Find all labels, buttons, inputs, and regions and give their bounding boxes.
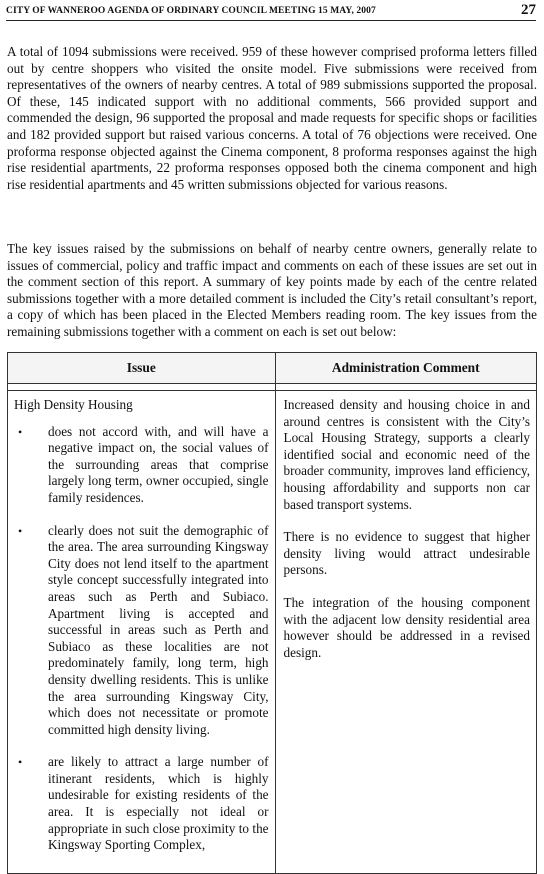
bullet-icon: • <box>18 424 23 439</box>
submissions-paragraph: A total of 1094 submissions were received. 959 of these however comprised proforma letters filled out by centre shoppers who visited the onsite model. Five submissions were received from representatives of the owners of nearby centres. A total of 989 submissions supported the proposal. Of these, 145 indicated support with no additional comments, 566 provided support and commended the design, 96 supported the proposal and made requests for specific shops or facilities and 182 provided support but raised various concerns. A total of 76 objections were received. One proforma response objected against the Cinema component, 8 proforma responses against the high rise residential apartments, 22 proforma responses opposed both the cinema component and high rise residential apartments and 45 written submissions objected for various reasons. <box>7 44 537 192</box>
bullet-text: does not accord with, and will have a negative impact on, the social values of the surrounding areas that comprise largely long term, owner occupied, single family residences. <box>48 423 269 505</box>
page-header <box>6 3 536 21</box>
bullet-text: are likely to attract a large number of itinerant residents, which is highly undesirable for existing residents of the area. It is especially not ideal or appropriate in such close proximity to the Kingsway Sporting Complex, <box>48 754 269 853</box>
issue-bullet <box>14 424 269 507</box>
bullet-icon: • <box>18 523 23 538</box>
header-title: CITY OF WANNEROO AGENDA OF ORDINARY COUNCIL MEETING 15 MAY, 2007 <box>6 6 376 16</box>
table-divider-row <box>8 384 537 391</box>
key-issues-paragraph: The key issues raised by the submissions on behalf of nearby centre owners, generally relate to issues of commercial, policy and traffic impact and comments on each of these issues are set out in the comment section of this report. A summary of key points made by each of the centre related submissions together with a more detailed comment is included the City’s retail consultant’s report, a copy of which has been placed in the Elected Members reading room. The key issues from the remaining submissions together with a comment on each is set out below: <box>7 241 537 339</box>
comment-text: There is no evidence to suggest that higher density living would attract undesirable persons. <box>283 529 530 578</box>
table-header-row <box>8 353 537 384</box>
comment-text: The integration of the housing component with the adjacent low density residential area however should be addressed in a revised design. <box>283 594 530 660</box>
comment-cell <box>275 391 536 874</box>
bullet-icon: • <box>18 755 23 770</box>
issue-bullet <box>14 523 269 739</box>
bullet-text: clearly does not suit the demographic of the area. The area surrounding Kingsway City does not lend itself to the apartment style concept successfully integrated into areas such as Perth and Subiaco. Apartment living is accepted and successful in areas such as Perth and Subiaco as these localities are not predominately family, long term, high density dwelling residents. This is unlike the area surrounding Kingsway City, which does not necessitate or promote committed high density living. <box>48 522 269 737</box>
issue-title: High Density Housing <box>14 397 133 412</box>
issue-cell <box>8 391 276 874</box>
issue-column-header: Issue <box>8 353 276 384</box>
divider-cell <box>275 384 536 391</box>
issue-bullet <box>14 754 269 854</box>
page-number: 27 <box>521 2 536 18</box>
divider-cell <box>8 384 276 391</box>
table-row <box>8 391 537 874</box>
comment-text: Increased density and housing choice in and around centres is consistent with the City’s Local Housing Strategy, supports a clearly identified social and economic need of the broader community, improves land efficiency, housing affordability and supports non car based transport systems. <box>283 397 530 512</box>
issues-table <box>7 352 537 874</box>
comment-column-header: Administration Comment <box>275 353 536 384</box>
